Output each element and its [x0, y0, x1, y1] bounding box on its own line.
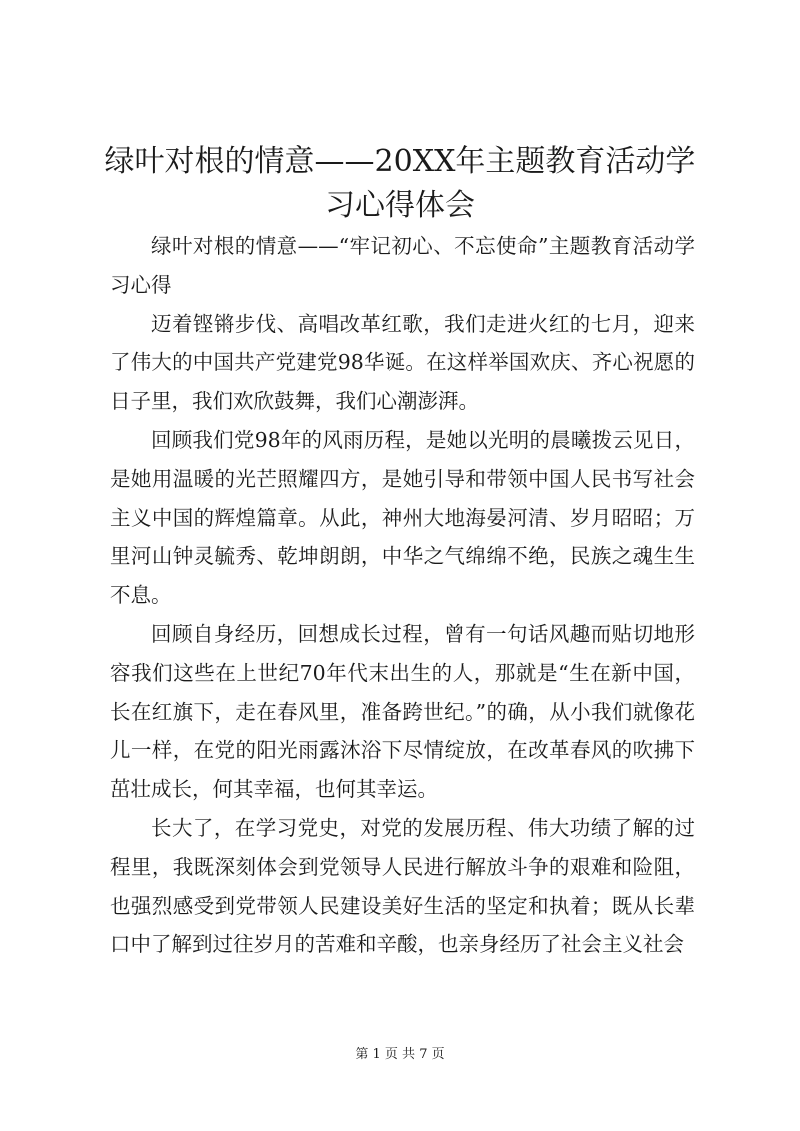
document-title: 绿叶对根的情意——20XX年主题教育活动学习心得体会: [104, 144, 696, 223]
paragraph: 回顾我们党98年的风雨历程，是她以光明的晨曦拨云见日，是她用温暖的光芒照耀四方，是她引导和带领中国人民书写社会主义中国的辉煌篇章。从此，神州大地海晏河清、岁月昭昭；万里河山钟灵毓秀、乾坤朗朗，中华之气绵绵不绝，民族之魂生生不息。: [110, 427, 695, 608]
paragraph: 回顾自身经历，回想成长过程，曾有一句话风趣而贴切地形容我们这些在上世纪70年代末出生的人，那就是“生在新中国，长在红旗下，走在春风里，准备跨世纪。”的确，从小我们就像花儿一样，在党的阳光雨露沐浴下尽情绽放，在改革春风的吹拂下茁壮成长，何其幸福，也何其幸运。: [110, 621, 695, 802]
paragraph: 迈着铿锵步伐、高唱改革红歌，我们走进火红的七月，迎来了伟大的中国共产党建党98华诞。在这样举国欢庆、齐心祝愿的日子里，我们欢欣鼓舞，我们心潮澎湃。: [110, 311, 695, 414]
paragraph-subtitle: 绿叶对根的情意——“牢记初心、不忘使命”主题教育活动学习心得: [110, 234, 695, 297]
page-number-footer: 第 1 页 共 7 页: [355, 1047, 445, 1062]
paragraph: 长大了，在学习党史，对党的发展历程、伟大功绩了解的过程里，我既深刻体会到党领导人民进行解放斗争的艰难和险阻，也强烈感受到党带领人民建设美好生活的坚定和执着；既从长辈口中了解到过往岁月的苦难和辛酸，也亲身经历了社会主义社会: [110, 815, 695, 957]
document-body: [110, 227, 695, 964]
